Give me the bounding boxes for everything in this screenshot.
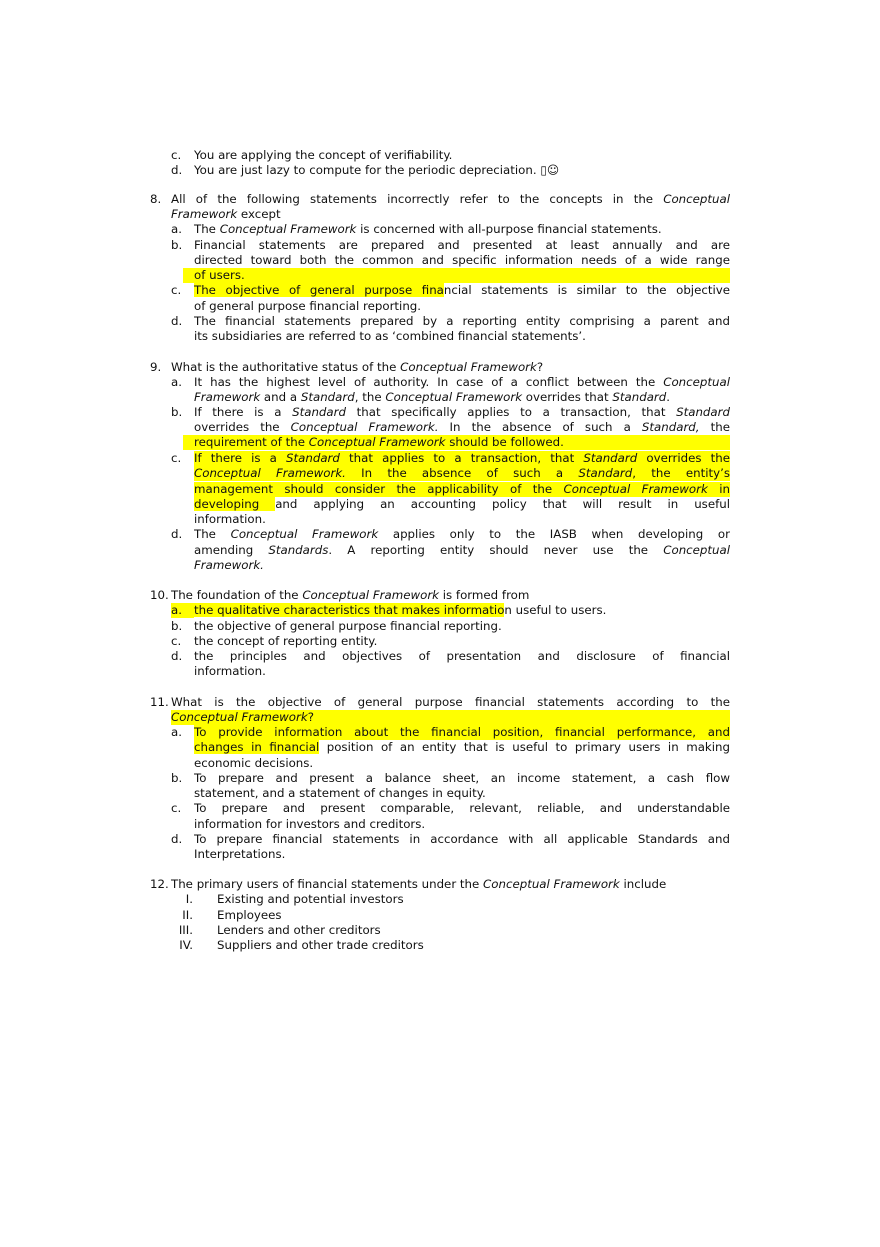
option-label: b.	[171, 238, 183, 252]
line-text	[194, 451, 730, 466]
line-text	[194, 375, 730, 390]
text-line	[0, 163, 880, 178]
text-segment: information for investors and creditors.	[194, 817, 426, 831]
line-text	[194, 299, 421, 314]
line-text	[194, 832, 730, 847]
line-text	[194, 512, 266, 527]
line-text	[217, 923, 381, 938]
text-segment: If there is a	[194, 405, 293, 419]
line-text	[194, 603, 606, 618]
text-segment: What is the authoritative status of the	[171, 360, 401, 374]
text-line	[0, 390, 880, 405]
option-label: a.	[171, 222, 182, 236]
text-line	[0, 314, 880, 329]
text-line	[0, 527, 880, 542]
text-segment: Financial statements are prepared and presented at least annually and are	[194, 238, 730, 252]
text-segment: In the absence of such a	[438, 420, 642, 434]
line-text	[217, 938, 424, 953]
text-line	[0, 451, 880, 466]
text-line	[0, 695, 880, 710]
question-number: 12.	[150, 877, 169, 891]
line-text	[171, 207, 281, 222]
text-segment: of users.	[194, 268, 245, 282]
text-segment: management should consider the applicability of the	[194, 482, 564, 496]
italic-text: Conceptual Framework	[400, 360, 537, 374]
line-text	[171, 360, 543, 375]
text-segment: overrides the	[637, 451, 730, 465]
italic-text: Standard	[286, 451, 340, 465]
text-segment: directed toward both the common and specific information needs of a wide range	[194, 253, 730, 267]
highlighted-text: the qualitative characteristics that makes informatio	[194, 603, 505, 617]
text-line	[0, 786, 880, 801]
line-text	[194, 740, 730, 755]
italic-text: Conceptual Framework.	[290, 420, 439, 434]
italic-text: Standard	[612, 390, 667, 404]
italic-text: Conceptual Framework	[563, 482, 708, 496]
text-segment: , the entity’s	[632, 466, 730, 480]
text-segment: economic decisions.	[194, 756, 314, 770]
highlighted-text: The objective of general purpose fina	[194, 283, 444, 297]
text-segment: In the absence of such a	[345, 466, 579, 480]
text-segment: The foundation of the	[171, 588, 303, 602]
line-text	[194, 405, 730, 420]
text-line	[0, 908, 880, 923]
italic-text: Conceptual	[663, 192, 730, 206]
line-text	[194, 420, 730, 435]
text-segment: information.	[194, 664, 266, 678]
italic-text: Conceptual	[663, 375, 730, 389]
line-text	[194, 817, 425, 832]
text-line	[0, 360, 880, 375]
text-segment: ?	[307, 710, 314, 724]
italic-text: Conceptual Framework	[483, 877, 620, 891]
line-text	[194, 771, 730, 786]
text-line	[0, 740, 880, 755]
text-segment: The	[194, 527, 231, 541]
line-text	[194, 390, 670, 405]
text-segment: It has the highest level of authority. In case of a conflict between the	[194, 375, 664, 389]
text-segment: the objective of general purpose financial reporting.	[194, 619, 502, 633]
line-text	[194, 497, 730, 512]
text-segment: of general purpose financial reporting.	[194, 299, 422, 313]
line-text	[194, 801, 730, 816]
text-line	[0, 771, 880, 786]
text-segment: is concerned with all-purpose financial statements.	[356, 222, 662, 236]
option-label: c.	[171, 283, 182, 297]
text-line	[0, 375, 880, 390]
text-line	[0, 207, 880, 222]
italic-text: Framework.	[194, 558, 264, 572]
text-line	[0, 299, 880, 314]
highlighted-text: developing	[194, 497, 276, 511]
text-line	[0, 420, 880, 435]
line-text	[194, 756, 313, 771]
line-text	[194, 543, 730, 558]
text-line	[0, 832, 880, 847]
text-line	[0, 543, 880, 558]
option-label: d.	[171, 649, 183, 663]
text-line	[0, 634, 880, 649]
italic-text: Standard,	[641, 420, 700, 434]
text-segment: the concept of reporting entity.	[194, 634, 378, 648]
text-line	[0, 725, 880, 740]
italic-text: Conceptual Framework	[302, 588, 439, 602]
line-text	[194, 283, 730, 298]
text-line	[0, 148, 880, 163]
text-segment: in	[707, 482, 730, 496]
italic-text: Conceptual Framework	[171, 710, 308, 724]
text-line	[0, 801, 880, 816]
text-line	[0, 238, 880, 253]
italic-text: Standard	[583, 451, 638, 465]
highlight-band	[183, 268, 730, 283]
option-label: c.	[171, 634, 182, 648]
option-label: IV.	[179, 938, 193, 952]
text-segment: Interpretations.	[194, 847, 286, 861]
line-text	[194, 466, 730, 481]
line-text	[194, 435, 564, 450]
option-label: b.	[171, 619, 183, 633]
text-segment: Employees	[217, 908, 282, 922]
text-segment: To provide information about the financial position, financial performance, and	[194, 725, 730, 739]
text-segment: and a	[260, 390, 301, 404]
option-label: c.	[171, 148, 182, 162]
text-segment: , the	[354, 390, 386, 404]
line-text	[194, 329, 586, 344]
line-text	[194, 786, 486, 801]
text-line	[0, 603, 880, 618]
text-line	[0, 877, 880, 892]
question-number: 8.	[150, 192, 162, 206]
text-segment: All of the following statements incorrectly refer to the concepts in the	[171, 192, 664, 206]
line-text	[194, 634, 377, 649]
text-line	[0, 329, 880, 344]
text-line	[0, 938, 880, 953]
italic-text: Conceptual Framework	[230, 527, 379, 541]
text-segment: except	[237, 207, 281, 221]
line-text	[194, 253, 730, 268]
italic-text: Framework	[194, 390, 261, 404]
text-segment: the	[699, 420, 730, 434]
text-line	[0, 756, 880, 771]
line-text	[171, 877, 666, 892]
text-line	[0, 817, 880, 832]
text-segment: information.	[194, 512, 266, 526]
question-number: 10.	[150, 588, 169, 602]
option-label: a.	[171, 375, 182, 389]
option-label: c.	[171, 451, 182, 465]
text-line	[0, 466, 880, 481]
text-segment: You are applying the concept of verifiability.	[194, 148, 453, 162]
text-segment: applies only to the IASB when developing or	[378, 527, 730, 541]
line-text	[171, 695, 730, 710]
line-text	[194, 725, 730, 740]
line-text	[194, 527, 730, 542]
italic-text: Standard	[292, 405, 346, 419]
text-segment: and applying an accounting policy that will result in useful	[275, 497, 730, 511]
line-text	[171, 710, 314, 725]
text-segment: . A reporting entity should never use the	[328, 543, 664, 557]
option-label: a.	[171, 603, 194, 618]
text-line	[0, 710, 880, 725]
line-text	[194, 268, 245, 283]
option-label: a.	[171, 725, 182, 739]
text-segment: The financial statements prepared by a reporting entity comprising a parent and	[194, 314, 730, 328]
text-segment: include	[619, 877, 667, 891]
option-label: I.	[185, 892, 193, 906]
line-text	[217, 908, 282, 923]
text-line	[0, 497, 880, 512]
option-label: d.	[171, 163, 183, 177]
text-segment: requirement of the	[194, 435, 309, 449]
italic-text: Conceptual	[663, 543, 730, 557]
italic-text: Standards	[268, 543, 329, 557]
text-segment: that specifically applies to a transaction, that	[346, 405, 677, 419]
text-line	[0, 283, 880, 298]
line-text	[194, 148, 452, 163]
italic-text: Conceptual Framework	[308, 435, 446, 449]
text-segment: that applies to a transaction, that	[339, 451, 584, 465]
option-label: c.	[171, 801, 182, 815]
text-segment: is formed from	[439, 588, 530, 602]
text-segment: overrides the	[194, 420, 291, 434]
text-line	[0, 253, 880, 268]
text-segment: If there is a	[194, 451, 287, 465]
text-line	[0, 649, 880, 664]
line-text	[194, 619, 502, 634]
line-text	[171, 588, 529, 603]
text-line	[0, 558, 880, 573]
italic-text: Standard	[676, 405, 730, 419]
text-segment: the principles and objectives of presentation and disclosure of financial	[194, 649, 730, 663]
text-line	[0, 847, 880, 862]
text-line	[0, 222, 880, 237]
text-segment: The	[194, 222, 220, 236]
text-segment: ?	[536, 360, 544, 374]
option-label: d.	[171, 314, 183, 328]
text-segment: To prepare and present comparable, relevant, reliable, and understandable	[194, 801, 730, 815]
text-line	[0, 512, 880, 527]
line-text	[194, 847, 285, 862]
text-segment: its subsidiaries are referred to as ‘combined financial statements’.	[194, 329, 586, 343]
line-text	[194, 314, 730, 329]
italic-text: Standard	[578, 466, 633, 480]
text-segment: overrides that	[522, 390, 613, 404]
italic-text: Conceptual Framework	[385, 390, 523, 404]
text-line	[0, 405, 880, 420]
line-text	[194, 664, 266, 679]
text-segment: .	[666, 390, 671, 404]
text-line	[0, 923, 880, 938]
text-line	[0, 588, 880, 603]
option-label: b.	[171, 405, 183, 419]
italic-text: Framework	[171, 207, 238, 221]
line-text	[194, 482, 730, 497]
line-text	[194, 649, 730, 664]
text-segment: ncial statements is similar to the objective	[443, 283, 730, 297]
text-segment: statement, and a statement of changes in equity.	[194, 786, 486, 800]
line-text	[194, 238, 730, 253]
text-line	[0, 664, 880, 679]
option-label: b.	[171, 771, 183, 785]
line-text	[194, 558, 264, 573]
highlighted-text: changes in financial	[194, 740, 320, 754]
text-line	[0, 268, 880, 283]
text-segment: You are just lazy to compute for the periodic depreciation. ▯☺	[194, 163, 560, 177]
text-segment: What is the objective of general purpose financial statements according to the	[171, 695, 730, 709]
text-line	[0, 482, 880, 497]
text-segment: Lenders and other creditors	[217, 923, 381, 937]
line-text	[217, 892, 404, 907]
line-text	[194, 163, 559, 178]
line-text	[171, 192, 730, 207]
question-number: 9.	[150, 360, 162, 374]
text-line	[0, 619, 880, 634]
option-label: d.	[171, 832, 183, 846]
text-line	[0, 892, 880, 907]
text-segment: amending	[194, 543, 269, 557]
text-segment: Existing and potential investors	[217, 892, 404, 906]
text-segment: Suppliers and other trade creditors	[217, 938, 424, 952]
option-label: II.	[182, 908, 193, 922]
text-segment: n useful to users.	[504, 603, 607, 617]
text-segment: The primary users of financial statements under the	[171, 877, 484, 891]
italic-text: Standard	[300, 390, 355, 404]
italic-text: Conceptual Framework	[219, 222, 357, 236]
text-segment: position of an entity that is useful to primary users in making	[319, 740, 730, 754]
text-segment: should be followed.	[445, 435, 564, 449]
text-segment: To prepare and present a balance sheet, an income statement, a cash flow	[194, 771, 730, 785]
text-segment: To prepare financial statements in accordance with all applicable Standards and	[194, 832, 730, 846]
option-label: III.	[178, 923, 193, 937]
text-line	[0, 192, 880, 207]
question-number: 11.	[150, 695, 169, 709]
line-text	[194, 222, 662, 237]
text-line	[0, 435, 880, 450]
italic-text: Conceptual Framework.	[194, 466, 346, 480]
option-label: d.	[171, 527, 183, 541]
